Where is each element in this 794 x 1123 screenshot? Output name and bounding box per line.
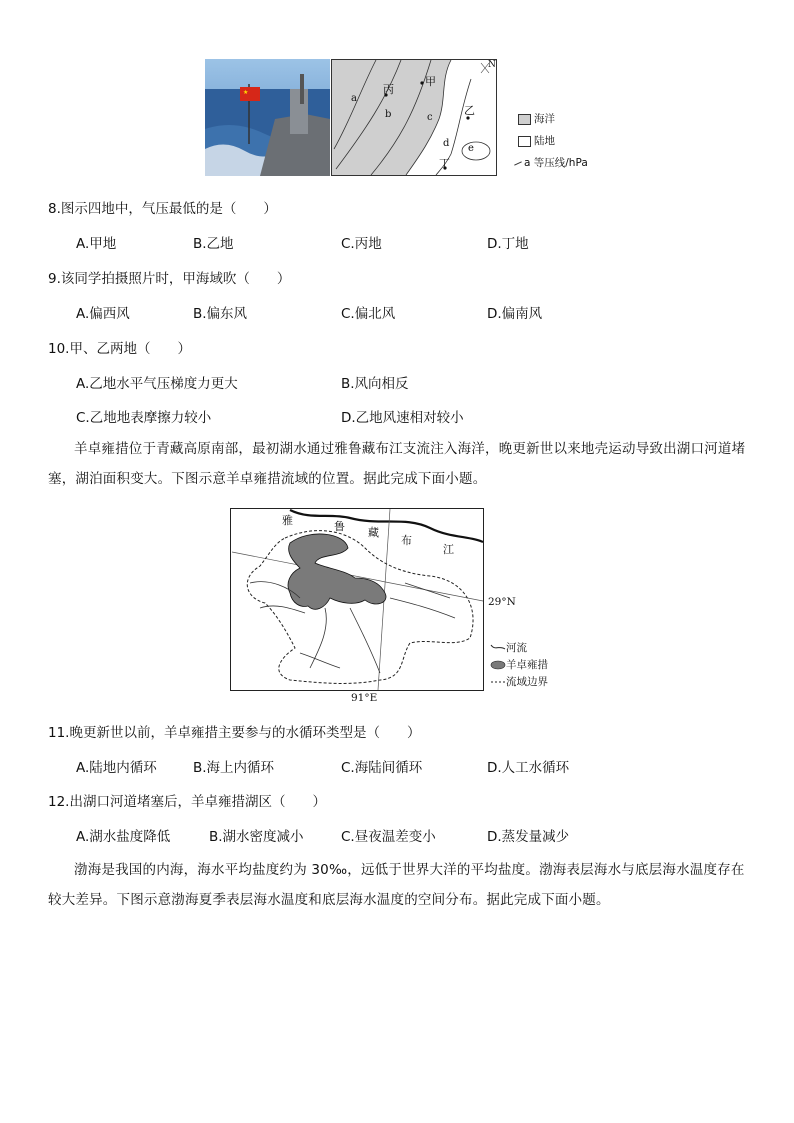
legend-ocean-label: 海洋 — [534, 113, 555, 125]
q9-option-b[interactable]: B.偏东风 — [193, 306, 248, 322]
legend-isobar — [514, 155, 588, 170]
lake-swatch-icon — [490, 660, 506, 670]
q9-option-c[interactable]: C.偏北风 — [341, 306, 396, 322]
map-label-ding: 丁 — [439, 157, 450, 170]
isobar-label-a: a — [351, 93, 357, 104]
river-char-4: 布 — [401, 534, 412, 547]
yamdrok-basin-drawing — [230, 508, 484, 691]
legend-boundary-label: 流域边界 — [506, 676, 548, 688]
ship-photo — [205, 59, 330, 176]
q8-option-a[interactable]: A.甲地 — [76, 236, 117, 252]
isobar-label-e: e — [468, 143, 474, 154]
legend-land-label: 陆地 — [534, 135, 555, 147]
longitude-label: 91°E — [351, 692, 378, 704]
question-12-stem: 12.出湖口河道堵塞后，羊卓雍措湖区（ ） — [48, 794, 326, 810]
q10-option-c[interactable]: C.乙地地表摩擦力较小 — [76, 410, 212, 426]
q8-option-c[interactable]: C.丙地 — [341, 236, 382, 252]
q12-option-d[interactable]: D.蒸发量减少 — [487, 829, 570, 845]
isobar-map — [331, 59, 497, 176]
river-line-icon — [490, 643, 506, 653]
yamdrok-basin-map — [230, 508, 484, 691]
isobar-line-icon — [514, 161, 522, 165]
ship-photo-drawing — [205, 59, 330, 176]
map-label-bing: 丙 — [383, 83, 394, 96]
legend-lake — [490, 657, 548, 672]
q10-option-d[interactable]: D.乙地风速相对较小 — [341, 410, 464, 426]
q8-option-b[interactable]: B.乙地 — [193, 236, 234, 252]
q11-option-b[interactable]: B.海上内循环 — [193, 760, 275, 776]
q9-option-a[interactable]: A.偏西风 — [76, 306, 130, 322]
passage-yamdrok-lake — [48, 434, 748, 494]
latitude-label: 29°N — [488, 596, 516, 608]
legend-river — [490, 640, 527, 655]
passage-bohai-sea — [48, 855, 748, 915]
map-label-yi: 乙 — [464, 104, 475, 117]
question-11-stem: 11.晚更新世以前，羊卓雍措主要参与的水循环类型是（ ） — [48, 725, 421, 741]
map-label-jia: 甲 — [425, 75, 436, 88]
question-8-stem: 8.图示四地中，气压最低的是（ ） — [48, 201, 277, 217]
boundary-dash-icon — [490, 677, 506, 687]
svg-text:★: ★ — [243, 89, 249, 96]
legend-lake-label: 羊卓雍措 — [506, 659, 548, 671]
q10-option-a[interactable]: A.乙地水平气压梯度力更大 — [76, 376, 238, 392]
north-arrow-icon: N — [488, 60, 496, 70]
q8-option-d[interactable]: D.丁地 — [487, 236, 529, 252]
question-10-stem: 10.甲、乙两地（ ） — [48, 341, 191, 357]
q12-option-c[interactable]: C.昼夜温差变小 — [341, 829, 436, 845]
q12-option-b[interactable]: B.湖水密度减小 — [209, 829, 304, 845]
legend-isobar-label: a 等压线/hPa — [524, 157, 588, 169]
land-swatch-icon — [518, 136, 531, 147]
river-char-2: 鲁 — [334, 520, 345, 533]
legend-boundary — [490, 674, 548, 689]
isobar-label-d: d — [443, 138, 450, 149]
isobar-label-b: b — [385, 109, 392, 120]
ocean-swatch-icon — [518, 114, 531, 125]
passage-yamdrok-text: 羊卓雍措位于青藏高原南部，最初湖水通过雅鲁藏布江支流注入海洋，晚更新世以来地壳运动导致出湖口河道堵塞，湖泊面积变大。下图示意羊卓雍措流域的位置。据此完成下面小题。 — [48, 441, 746, 487]
passage-bohai-text: 渤海是我国的内海，海水平均盐度约为 30‰，远低于世界大洋的平均盐度。渤海表层海水与底层海水温度存在较大差异。下图示意渤海夏季表层海水温度和底层海水温度的空间分布。据此完成下面小题。 — [48, 862, 745, 908]
river-char-3: 藏 — [368, 526, 379, 539]
legend-ocean — [518, 111, 555, 126]
q11-option-c[interactable]: C.海陆间循环 — [341, 760, 423, 776]
isobar-label-c: c — [427, 112, 433, 123]
legend-land — [518, 133, 555, 148]
q10-option-b[interactable]: B.风向相反 — [341, 376, 409, 392]
legend-river-label: 河流 — [506, 642, 527, 654]
q9-option-d[interactable]: D.偏南风 — [487, 306, 543, 322]
q12-option-a[interactable]: A.湖水盐度降低 — [76, 829, 171, 845]
question-9-stem: 9.该同学拍摄照片时，甲海域吹（ ） — [48, 271, 291, 287]
q11-option-a[interactable]: A.陆地内循环 — [76, 760, 157, 776]
river-char-5: 江 — [443, 543, 454, 556]
river-char-1: 雅 — [282, 514, 293, 527]
q11-option-d[interactable]: D.人工水循环 — [487, 760, 570, 776]
